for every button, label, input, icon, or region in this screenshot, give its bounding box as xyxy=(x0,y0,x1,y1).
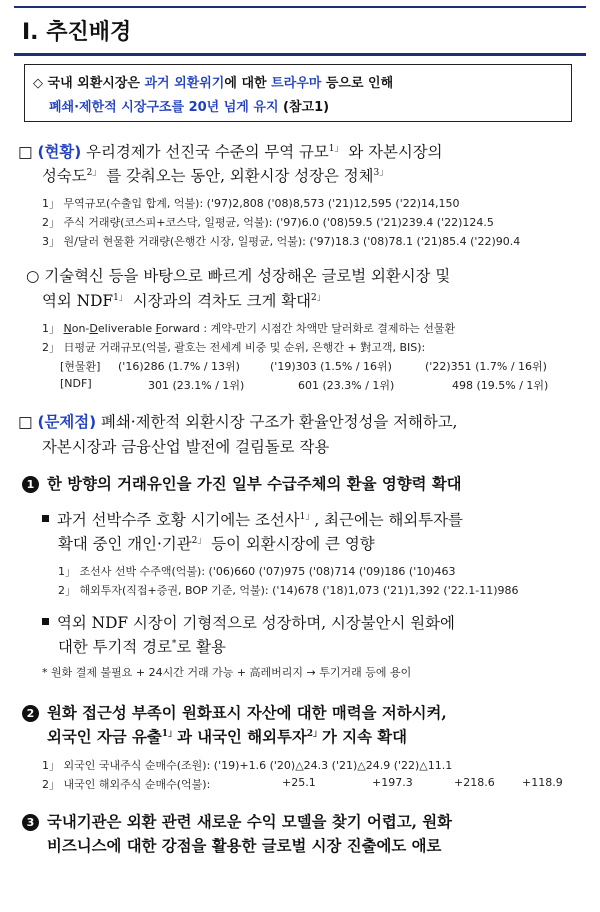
footnote-daily-volume: 2」 日평균 거래규모(억불, 괄호는 전세계 비중 및 순위, 은행간 + 對고객, BIS): xyxy=(42,341,426,354)
problem-line-1: □ (문제점) 폐쇄·제한적 외환시장 구조가 환율안정성을 저해하고, xyxy=(18,413,458,431)
point-1-bullet-1-line-2: 확대 중인 개인·기관$^{2」}$ 등이 외환시장에 큰 영향 xyxy=(58,535,375,553)
note-ndf-speculation: * 원화 결제 불필요 + 24시간 거래 가능 + 高레버리지 → 투기거래 등에 용이 xyxy=(42,666,412,679)
volume-row-spot: [현물환] ('16)286 (1.7% / 13위) ('19)303 (1.5% / 16위) ('22)351 (1.7% / 16위) xyxy=(60,360,547,373)
footnote-trade: 1」 무역규모(수출입 합계, 억불): ('97)2,808 ('08)8,573 ('21)12,595 ('22)14,150 xyxy=(42,197,460,210)
point-2-line-1: 2 원화 접근성 부족이 원화표시 자산에 대한 매력을 저하시켜, xyxy=(22,701,447,723)
section-header xyxy=(14,6,586,56)
number-1-icon: 1 xyxy=(22,476,39,493)
status-line-2: 성숙도$^{2」}$ 를 갖춰오는 동안, 외환시장 성장은 정체$^{3」}$ xyxy=(42,167,389,185)
volume-row-ndf: [NDF] 301 (23.1% / 1위) 601 (23.3% / 1위) 498 (19.5% / 1위) xyxy=(60,377,549,392)
point-3-line-1: 3 국내기관은 외환 관련 새로운 수익 모델을 찾기 어렵고, 원화 xyxy=(22,810,452,832)
square-bullet-icon xyxy=(42,515,49,522)
circle-marker: ○ xyxy=(26,267,40,285)
gap-line-2: 역외 $NDF^{1」}$ 시장과의 격차도 크게 확대$^{2」}$ xyxy=(42,292,326,310)
problem-tag: (문제점) xyxy=(37,413,97,431)
footnote-overseas-investment: 2」 해외투자(직접+증권, BOP 기준, 억불): ('14)678 ('18)1,073 ('21)1,392 ('22.1-11)986 xyxy=(58,584,519,597)
summary-line-1: ◇ 국내 외환시장은 과거 외환위기에 대한 트라우마 등으로 인해 xyxy=(33,76,394,91)
point-1-bullet-1-line-1: 과거 선박수주 호황 시기에는 조선사$^{1」}$, 최근에는 해외투자를 xyxy=(42,508,463,530)
point-1-bullet-2-line-2: 대한 투기적 경로*로 활용 xyxy=(58,638,226,656)
status-line-1: □ (현황) 우리경제가 선진국 수준의 무역 규모$^{1」}$ 와 자본시장의 xyxy=(18,143,443,161)
number-2-icon: 2 xyxy=(22,705,39,722)
problem-line-2: 자본시장과 금융산업 발전에 걸림돌로 작용 xyxy=(42,438,330,456)
number-3-icon: 3 xyxy=(22,814,39,831)
summary-box xyxy=(24,64,572,122)
header-bottom-rule xyxy=(14,53,586,56)
footnote-stock-volume: 2」 주식 거래량(코스피+코스닥, 일평균, 억불): ('97)6.0 ('08)59.5 ('21)239.4 ('22)124.5 xyxy=(42,216,494,229)
footnote-domestic-net-buy: 2」 내국인 해외주식 순매수(억불): +25.1 +197.3 +218.6 +118.9 xyxy=(42,776,563,791)
point-1-heading: 1 한 방향의 거래유인을 가진 일부 수급주체의 환율 영향력 확대 xyxy=(22,472,462,494)
header-top-rule xyxy=(14,6,586,8)
point-3-line-2: 비즈니스에 대한 강점을 활용한 글로벌 시장 진출에도 애로 xyxy=(47,837,442,855)
point-2-line-2: 외국인 자금 유출$^{1」}$과 내국인 해외투자$^{2」}$가 지속 확대 xyxy=(47,728,408,746)
square-marker: □ xyxy=(18,413,33,431)
square-marker: □ xyxy=(18,143,33,161)
status-tag: (현황) xyxy=(37,143,82,161)
summary-line-2: 폐쇄·제한적 시장구조를 20년 넘게 유지 (참고1) xyxy=(49,100,330,115)
point-1-bullet-2-line-1: 역외 NDF 시장이 기형적으로 성장하며, 시장불안시 원화에 xyxy=(42,611,455,633)
gap-line-1: ○ 기술혁신 등을 바탕으로 빠르게 성장해온 글로벌 외환시장 및 xyxy=(26,267,451,285)
footnote-ship-orders: 1」 조선사 선박 수주액(억불): ('06)660 ('07)975 ('08)714 ('09)186 ('10)463 xyxy=(58,565,456,578)
footnote-spot-volume: 3」 원/달러 현물환 거래량(은행간 시장, 일평균, 억불): ('97)18.3 ('08)78.1 ('21)85.4 ('22)90.4 xyxy=(42,235,521,248)
page-title: Ⅰ. 추진배경 xyxy=(22,20,132,45)
footnote-foreign-net-buy: 1」 외국인 국내주식 순매수(조원): ('19)+1.6 ('20)△24.3 ('21)△24.9 ('22)△11.1 xyxy=(42,759,453,772)
footnote-ndf-definition: 1」 Non-Deliverable Forward : 계약-만기 시점간 차액만 달러화로 결제하는 선물환 xyxy=(42,322,456,335)
square-bullet-icon xyxy=(42,618,49,625)
